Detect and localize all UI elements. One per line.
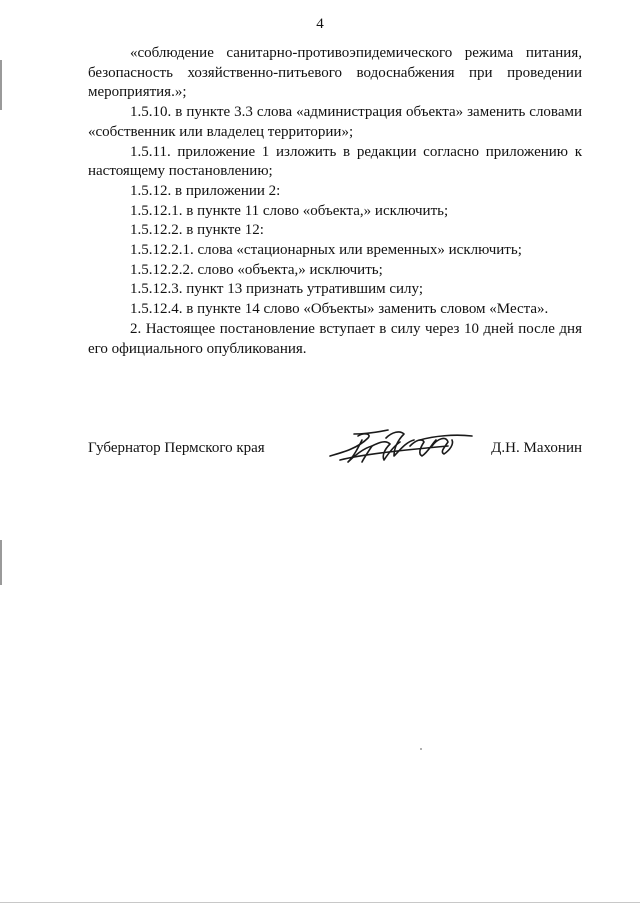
paragraph: 1.5.11. приложение 1 изложить в редакции согласно приложению к настоящему постановлению; — [88, 143, 582, 180]
page-number: 4 — [316, 16, 324, 32]
paragraph: 2. Настоящее постановление вступает в силу через 10 дней после дня его официального опубликования. — [88, 320, 582, 357]
scan-speck — [420, 748, 422, 750]
scan-margin-mark — [0, 60, 2, 110]
signatory-name: Д.Н. Махонин — [491, 440, 582, 456]
document-body — [88, 44, 582, 359]
signature-block — [88, 430, 582, 470]
paragraph: 1.5.12.3. пункт 13 признать утратившим силу; — [130, 281, 424, 298]
paragraph: 1.5.12.4. в пункте 14 слово «Объекты» заменить словом «Места». — [130, 301, 549, 318]
paragraph: 1.5.12.1. в пункте 11 слово «объекта,» исключить; — [130, 202, 449, 219]
paragraph: 1.5.12. в приложении 2: — [130, 182, 281, 199]
paragraph: 1.5.12.2.1. слова «стационарных или временных» исключить; — [130, 242, 522, 259]
paragraph: «соблюдение санитарно-противоэпидемического режима питания, безопасность хозяйственно-питьевого водоснабжения при проведении мероприятия.»; — [88, 45, 582, 101]
scan-bottom-edge — [0, 902, 640, 903]
paragraph: 1.5.12.2.2. слово «объекта,» исключить; — [130, 261, 383, 278]
signatory-title: Губернатор Пермского края — [88, 440, 265, 456]
scan-margin-mark — [0, 540, 2, 585]
paragraph: 1.5.10. в пункте 3.3 слова «администрация объекта» заменить словами «собственник или владелец территории»; — [88, 104, 582, 140]
paragraph: 1.5.12.2. в пункте 12: — [130, 222, 264, 239]
handwritten-signature-icon — [324, 426, 474, 466]
